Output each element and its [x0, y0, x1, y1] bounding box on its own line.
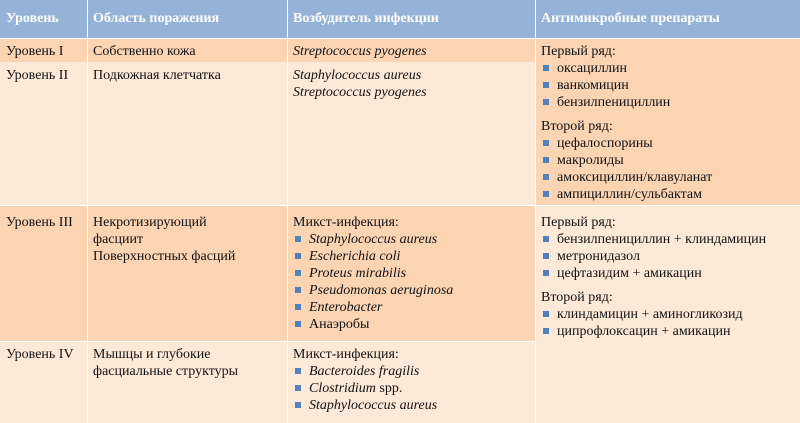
row2-area: Подкожная клетчатка: [87, 62, 287, 205]
bullet-icon: [295, 287, 301, 293]
bullet-icon: [295, 321, 301, 327]
drug-item: бензилпенициллин + клиндамицин: [541, 231, 793, 248]
row2-pathogen-2: Streptococcus pyogenes: [293, 85, 427, 100]
column-divider: [535, 0, 536, 423]
drug-item: цефтазидим + амикацин: [541, 265, 793, 282]
row2-level: Уровень II: [0, 62, 87, 205]
header-area: Область поражения: [87, 0, 287, 38]
pathogen-item: Pseudomonas aeruginosa: [293, 282, 528, 299]
pathogen-item: Staphylococcus aureus: [293, 397, 528, 414]
header-drugs: Антимикробные препараты: [535, 0, 800, 38]
drug-item: бензилпенициллин: [541, 94, 793, 111]
drugs-block-1: [535, 38, 800, 205]
row-divider: [0, 205, 800, 206]
drug-item: ципрофлоксацин + амикацин: [541, 323, 793, 340]
bullet-icon: [543, 270, 549, 276]
column-divider: [287, 0, 288, 423]
pathogen-item: Bacteroides fragilis: [293, 363, 528, 380]
row4-pathogen-intro: Микст-инфекция:: [293, 347, 399, 362]
row4-level: Уровень IV: [0, 341, 87, 423]
drug-item: макролиды: [541, 152, 793, 169]
drug-item: амоксициллин/клавуланат: [541, 169, 793, 186]
bullet-icon: [543, 328, 549, 334]
pathogen-item: Staphylococcus aureus: [293, 231, 528, 248]
drug-item: ампициллин/сульбактам: [541, 186, 793, 203]
drug-item: клиндамицин + аминогликозид: [541, 306, 793, 323]
drug-item: ванкомицин: [541, 77, 793, 94]
column-divider: [87, 0, 88, 423]
row4-area-line: фасциальные структуры: [93, 364, 239, 379]
bullet-icon: [543, 157, 549, 163]
pathogen-item: Enterobacter: [293, 299, 528, 316]
drug-item: метронидазол: [541, 248, 793, 265]
pathogen-item: Escherichia coli: [293, 248, 528, 265]
bullet-icon: [543, 140, 549, 146]
bullet-icon: [295, 236, 301, 242]
row4-area: [87, 341, 287, 423]
bullet-icon: [295, 402, 301, 408]
drug-item: цефалоспорины: [541, 135, 793, 152]
row1-area: Собственно кожа: [87, 38, 287, 62]
drugs1-second-label: Второй ряд:: [541, 119, 613, 134]
bullet-icon: [543, 191, 549, 197]
bullet-icon: [543, 174, 549, 180]
row-divider: [0, 341, 535, 342]
bullet-icon: [295, 270, 301, 276]
row1-pathogen: Streptococcus pyogenes: [287, 38, 535, 62]
bullet-icon: [543, 311, 549, 317]
bullet-icon: [295, 385, 301, 391]
bullet-icon: [295, 253, 301, 259]
pathogen-item: Proteus mirabilis: [293, 265, 528, 282]
drugs2-first-label: Первый ряд:: [541, 215, 616, 230]
drugs1-first-label: Первый ряд:: [541, 44, 616, 59]
row3-pathogen-intro: Микст-инфекция:: [293, 215, 399, 230]
drugs2-second-label: Второй ряд:: [541, 290, 613, 305]
row2-pathogens: [287, 62, 535, 205]
row3-area-line: фасциит: [93, 232, 144, 247]
row4-area-line: Мышцы и глубокие: [93, 347, 211, 362]
bullet-icon: [543, 253, 549, 259]
bullet-icon: [543, 236, 549, 242]
header-pathogen: Возбудитель инфекции: [287, 0, 535, 38]
bullet-icon: [543, 65, 549, 71]
row3-area: [87, 205, 287, 341]
row-divider: [0, 38, 800, 39]
drug-item: оксациллин: [541, 60, 793, 77]
bullet-icon: [543, 99, 549, 105]
drugs-block-2: [535, 205, 800, 423]
pathogen-item: Clostridium spp.: [293, 380, 528, 397]
pathogen-item: Анаэробы: [293, 316, 528, 333]
row3-pathogens: [287, 205, 535, 341]
bullet-icon: [295, 368, 301, 374]
bullet-icon: [295, 304, 301, 310]
header-level: Уровень: [0, 0, 87, 38]
row3-level: Уровень III: [0, 205, 87, 341]
bullet-icon: [543, 82, 549, 88]
row2-pathogen-1: Staphylococcus aureus: [293, 68, 422, 83]
row1-level: Уровень I: [0, 38, 87, 62]
row3-area-line: Поверхностных фасций: [93, 249, 236, 264]
row3-area-line: Некротизирующий: [93, 215, 207, 230]
row4-pathogens: [287, 341, 535, 423]
